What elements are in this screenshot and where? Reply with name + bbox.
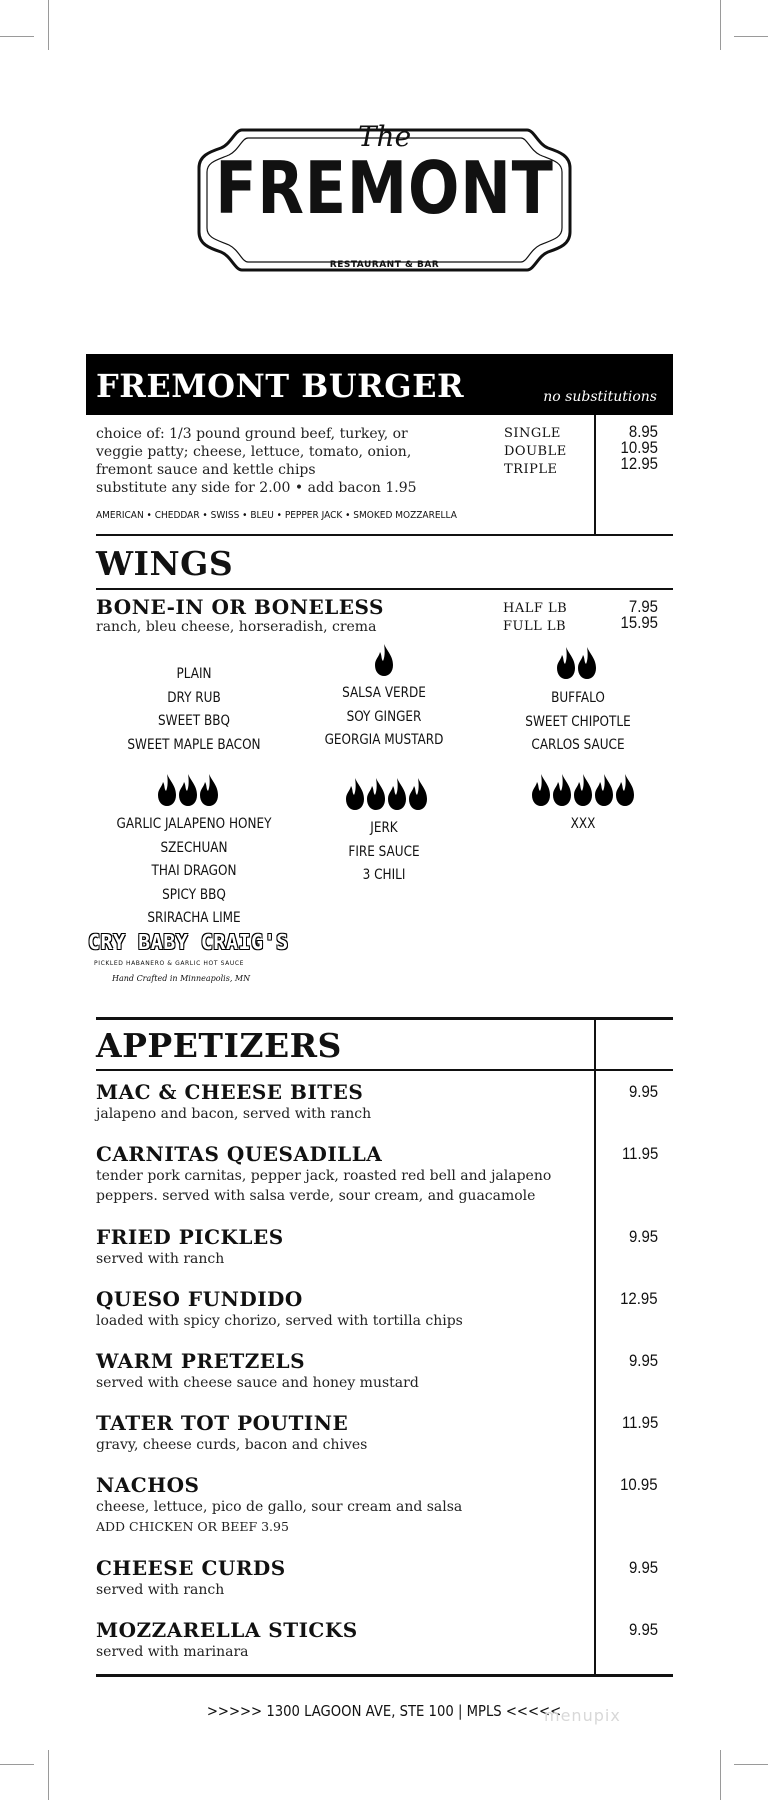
burger-desc-line: veggie patty; cheese, lettuce, tomato, onion, bbox=[96, 444, 412, 460]
flame-icon bbox=[408, 777, 428, 811]
appetizers-divider-vertical bbox=[594, 1018, 596, 1674]
sauce-item: SPICY BBQ bbox=[162, 886, 226, 903]
appetizer-desc: served with marinara bbox=[96, 1644, 249, 1660]
sauce-list-heat-5 bbox=[497, 813, 669, 837]
crop-mark bbox=[48, 0, 49, 50]
wings-divider bbox=[96, 588, 673, 590]
flame-icon bbox=[387, 777, 407, 811]
flame-icon bbox=[366, 777, 386, 811]
burger-prices bbox=[616, 424, 658, 472]
appetizer-name: MAC & CHEESE BITES bbox=[96, 1080, 364, 1104]
appetizer-addon: ADD CHICKEN OR BEEF 3.95 bbox=[96, 1519, 289, 1534]
sauce-item: SWEET CHIPOTLE bbox=[525, 713, 631, 730]
heat-level-3 bbox=[157, 773, 219, 807]
appetizer-name: FRIED PICKLES bbox=[96, 1225, 284, 1249]
sauce-item: SWEET MAPLE BACON bbox=[127, 736, 261, 753]
flame-icon bbox=[178, 773, 198, 807]
logo-name: FREMONT bbox=[215, 146, 554, 230]
crop-mark bbox=[720, 1750, 721, 1800]
wings-price-half: 7.95 bbox=[628, 597, 658, 616]
appetizer-desc: loaded with spicy chorizo, served with tortilla chips bbox=[96, 1313, 463, 1329]
flame-icon bbox=[199, 773, 219, 807]
sauce-item: GARLIC JALAPENO HONEY bbox=[116, 816, 272, 832]
crop-mark bbox=[0, 1764, 34, 1765]
burger-description bbox=[96, 425, 417, 497]
sauce-list-heat-0 bbox=[108, 663, 280, 757]
appetizer-price: 9.95 bbox=[628, 1558, 658, 1577]
sauce-item: SRIRACHA LIME bbox=[147, 910, 241, 926]
sauce-item: JERK bbox=[370, 820, 398, 836]
appetizer-price: 11.95 bbox=[621, 1413, 658, 1432]
restaurant-logo bbox=[182, 120, 587, 285]
sauce-list-heat-4 bbox=[298, 817, 470, 888]
appetizer-name: CHEESE CURDS bbox=[96, 1556, 286, 1580]
appetizer-name: TATER TOT POUTINE bbox=[96, 1411, 349, 1435]
flame-icon bbox=[573, 773, 593, 807]
sauce-list-heat-3 bbox=[99, 813, 288, 931]
flame-icon bbox=[594, 773, 614, 807]
appetizers-divider bbox=[96, 1069, 673, 1071]
appetizer-price: 9.95 bbox=[628, 1082, 658, 1101]
crop-mark bbox=[0, 36, 34, 37]
wings-size-full: FULL LB bbox=[503, 619, 567, 634]
appetizer-price: 12.95 bbox=[620, 1289, 658, 1308]
sauce-item: PLAIN bbox=[176, 666, 212, 682]
wings-sizes bbox=[503, 600, 567, 636]
appetizer-price: 9.95 bbox=[628, 1351, 658, 1370]
watermark: menupix bbox=[544, 1706, 621, 1725]
cry-baby-name: CRY BABY CRAIG'S bbox=[88, 930, 289, 954]
wings-title: WINGS bbox=[96, 544, 234, 583]
appetizer-price: 10.95 bbox=[620, 1475, 658, 1494]
wings-item-name: BONE-IN OR BONELESS bbox=[96, 595, 384, 619]
appetizer-desc: served with cheese sauce and honey mustard bbox=[96, 1375, 419, 1391]
burger-desc-line: fremont sauce and kettle chips bbox=[96, 462, 316, 478]
wings-prices bbox=[616, 599, 658, 631]
flame-icon bbox=[552, 773, 572, 807]
wings-description: ranch, bleu cheese, horseradish, crema bbox=[96, 619, 377, 635]
crop-mark bbox=[720, 0, 721, 50]
sauce-item: GEORGIA MUSTARD bbox=[324, 732, 444, 748]
appetizer-name: WARM PRETZELS bbox=[96, 1349, 306, 1373]
flame-icon bbox=[615, 773, 635, 807]
flame-icon bbox=[374, 643, 394, 677]
appetizer-desc: served with ranch bbox=[96, 1251, 225, 1267]
appetizer-price: 9.95 bbox=[628, 1227, 658, 1246]
crop-mark bbox=[734, 36, 768, 37]
flame-icon bbox=[345, 777, 365, 811]
burger-sizes bbox=[504, 425, 567, 479]
burger-divider-bottom bbox=[96, 534, 673, 536]
sauce-item: BUFFALO bbox=[551, 690, 605, 706]
appetizer-name: NACHOS bbox=[96, 1473, 200, 1497]
appetizer-desc: tender pork carnitas, pepper jack, roasted red bell and jalapeno bbox=[96, 1168, 552, 1184]
appetizer-name: QUESO FUNDIDO bbox=[96, 1287, 303, 1311]
burger-size-double: DOUBLE bbox=[504, 444, 567, 459]
appetizers-top-rule bbox=[96, 1017, 673, 1020]
appetizer-desc: cheese, lettuce, pico de gallo, sour cream and salsa bbox=[96, 1499, 463, 1515]
appetizer-price: 9.95 bbox=[628, 1620, 658, 1639]
heat-level-1 bbox=[374, 643, 394, 677]
burger-price-triple: 12.95 bbox=[620, 454, 658, 473]
cry-baby-craigs-logo bbox=[88, 930, 288, 986]
crop-mark bbox=[48, 1750, 49, 1800]
footer-address: >>>>> 1300 LAGOON AVE, STE 100 | MPLS <<<<< bbox=[206, 1702, 562, 1720]
wings-price-full: 15.95 bbox=[620, 613, 658, 632]
appetizer-desc: gravy, cheese curds, bacon and chives bbox=[96, 1437, 368, 1453]
sauce-item: DRY RUB bbox=[167, 689, 221, 706]
sauce-item: XXX bbox=[570, 816, 596, 832]
logo-subtitle: RESTAURANT & BAR bbox=[329, 260, 440, 270]
wings-size-half: HALF LB bbox=[503, 601, 568, 616]
sauce-item: FIRE SAUCE bbox=[348, 843, 420, 860]
flame-icon bbox=[531, 773, 551, 807]
burger-divider-vertical bbox=[594, 415, 596, 535]
appetizer-price: 11.95 bbox=[621, 1144, 658, 1163]
heat-level-5 bbox=[531, 773, 635, 807]
appetizer-desc: peppers. served with salsa verde, sour cream, and guacamole bbox=[96, 1188, 536, 1204]
flame-icon bbox=[556, 646, 576, 680]
sauce-item: SWEET BBQ bbox=[158, 713, 230, 729]
appetizer-desc: served with ranch bbox=[96, 1582, 225, 1598]
sauce-item: THAI DRAGON bbox=[151, 863, 237, 879]
flame-icon bbox=[157, 773, 177, 807]
sauce-item: SZECHUAN bbox=[160, 839, 228, 856]
appetizer-desc: jalapeno and bacon, served with ranch bbox=[96, 1106, 372, 1122]
sauce-item: SALSA VERDE bbox=[342, 685, 426, 701]
burger-desc-line: substitute any side for 2.00 • add bacon 1.95 bbox=[96, 480, 417, 496]
burger-price-single: 8.95 bbox=[628, 422, 658, 441]
burger-size-single: SINGLE bbox=[504, 426, 561, 441]
burger-header-bar bbox=[86, 354, 673, 415]
burger-desc-line: choice of: 1/3 pound ground beef, turkey, or bbox=[96, 426, 408, 442]
heat-level-4 bbox=[345, 777, 428, 811]
appetizer-name: CARNITAS QUESADILLA bbox=[96, 1142, 383, 1166]
burger-note: no substitutions bbox=[543, 389, 657, 405]
sauce-item: 3 CHILI bbox=[362, 867, 406, 883]
sauce-list-heat-2 bbox=[492, 687, 664, 758]
heat-level-2 bbox=[556, 646, 597, 680]
cry-baby-tagline: PICKLED HABANERO & GARLIC HOT SAUCE bbox=[94, 960, 245, 967]
sauce-item: SOY GINGER bbox=[346, 708, 422, 725]
flame-icon bbox=[577, 646, 597, 680]
burger-price-double: 10.95 bbox=[620, 438, 658, 457]
burger-cheese-options: AMERICAN • CHEDDAR • SWISS • BLEU • PEPPER JACK • SMOKED MOZZARELLA bbox=[96, 510, 457, 521]
sauce-list-heat-1 bbox=[298, 682, 470, 753]
appetizers-bottom-rule bbox=[96, 1674, 673, 1677]
appetizers-title: APPETIZERS bbox=[96, 1026, 342, 1065]
appetizer-name: MOZZARELLA STICKS bbox=[96, 1618, 358, 1642]
cry-baby-handcrafted: Hand Crafted in Minneapolis, MN bbox=[112, 974, 251, 983]
crop-mark bbox=[734, 1764, 768, 1765]
burger-title: FREMONT BURGER bbox=[96, 367, 465, 405]
sauce-item: CARLOS SAUCE bbox=[531, 737, 625, 753]
logo-the: The bbox=[357, 120, 412, 153]
burger-size-triple: TRIPLE bbox=[504, 462, 558, 477]
